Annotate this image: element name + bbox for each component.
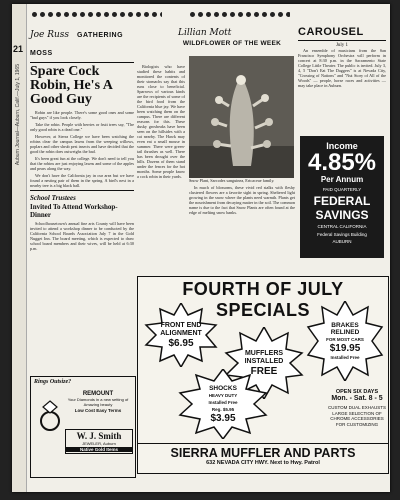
brakes-line3: FOR MOST CARS xyxy=(326,336,364,342)
bank-name-line1: FEDERAL xyxy=(313,194,371,208)
gathering-moss-column xyxy=(30,24,134,253)
remount-label: REMOUNT xyxy=(82,391,114,397)
remount-box xyxy=(65,391,131,413)
income-label: Income xyxy=(326,141,358,151)
federal-savings-ad xyxy=(300,136,384,258)
divider xyxy=(298,40,386,41)
ring-question: Rings Outsize? xyxy=(34,379,72,385)
mufflers-line1: MUFFLERS xyxy=(244,349,284,357)
wildflower-header xyxy=(170,28,294,47)
carousel-date: July 1 xyxy=(335,43,349,48)
paragraph: However, at Sierra College we have been watching the robins clear the campus lawns from the weeping willows, poplars and other shrub pest insects and have decided that the good the robin does outweighs the bad. xyxy=(30,134,134,154)
brakes-line2: RELINED xyxy=(330,328,360,336)
paragraph: We don't have the California jay in our area but we have found a nesting pair of them in the spring. A bird's nest in a nearby tree is a big black ball. xyxy=(30,173,134,188)
paragraph: Schoolhousetown's annual fine arts County will have been invited to attend a workshop dinner to be conducted by the California School Boards Association July 7 in the Gold Nugget Inn. The board meeting, which is expected to draw school board members and their wives, will be held at 6:30 p.m. xyxy=(30,221,134,251)
mufflers-line3: FREE xyxy=(250,365,278,377)
per-annum: Per Annum xyxy=(320,175,364,184)
shocks-line1: SHOCKS xyxy=(209,384,237,392)
paragraph: Biologists who have studied these habits and monitored the contents of their stomachs say that this runs close to beneficial. Sparrows of various kinds are the recipients of some of the bird food from the California blue jay. We have been watching them on the campus. There are different reasons for this. These dusky grosbeaks have been seen on the hillsides with a cat nearby. The Hawk may even eat a small mouse in summer. There were green-tail thrushes as well. There has been drought over the hills. Dozens of them stand under the fences for the hot months. Some people know a cock robin in their yards. xyxy=(137,64,185,179)
store-hours xyxy=(328,389,386,427)
carousel-body xyxy=(298,48,386,88)
business-address: 632 NEVADA CITY HWY. Next to Hwy. Patrol xyxy=(206,460,320,466)
bank-name-line2: SAVINGS xyxy=(315,208,369,222)
shocks-note: Installed Free xyxy=(208,399,238,405)
custom-services: CUSTOM DUAL EXHAUSTS LARGE SELECTION OF CHROME ACCESSORIES FOR CUSTOMIZING xyxy=(328,405,387,427)
shocks-line2: HEAVY DUTY xyxy=(208,392,238,398)
column-name: GATHERING MOSS xyxy=(30,32,124,57)
paragraph: Robin are like people. There's some good ones and some "bad guys" if you look closely. xyxy=(30,110,134,120)
shocks-burst xyxy=(178,369,268,439)
remount-text: Your Diamonds in a new setting of Amazing beauty xyxy=(67,397,129,407)
wildflower-title: WILDFLOWER OF THE WEEK xyxy=(182,40,282,47)
column-continuation xyxy=(137,64,185,181)
shocks-reg: Reg. $5.95 xyxy=(211,406,235,412)
bank-city: AUBURN xyxy=(332,239,352,244)
ad-title: FOURTH OF JULY SPECIALS xyxy=(182,279,344,320)
carousel-column xyxy=(298,26,386,90)
front-end-burst xyxy=(144,303,218,367)
school-headline: Invited To Attend Workshop-Dinner xyxy=(30,203,118,219)
business-name: SIERRA MUFFLER AND PARTS xyxy=(138,443,388,460)
divider xyxy=(30,190,134,191)
caption-title: Snow Plant, Sarcodes sanguinea, Ericaceae family. xyxy=(189,178,275,183)
muffler-ad xyxy=(137,276,389,474)
paragraph: Take the robin. People with berries or fruit trees say, "The only good robin is a dead one." xyxy=(30,122,134,132)
store-tag: Native Gold Items xyxy=(66,447,132,452)
caption-body: In much of blossoms, these vivid red stalks with fleshy clustered flowers are a favorite sight in spring. Sheltered light growing in the snow where the plants need warmth. Plants get the nourishment from decaying matter in the soil. The common name is due to the fact that Snow Plants are often found at the edge of melting snow banks. xyxy=(189,185,295,215)
jeweler-ad xyxy=(30,376,136,478)
snow-plant-illustration xyxy=(189,56,294,178)
remount-terms: Low Cost Easy Terms xyxy=(74,408,122,413)
shocks-price: $3.95 xyxy=(210,412,236,424)
brakes-price: $19.95 xyxy=(329,342,361,354)
front-end-line2: ALIGNMENT xyxy=(160,329,202,337)
open-days: OPEN SIX DAYS xyxy=(335,389,379,395)
wildflower-byline: Lillian Mott xyxy=(178,28,232,38)
continuation-body xyxy=(137,64,185,179)
front-end-price: $6.95 xyxy=(168,337,194,349)
bank-region: CENTRAL CALIFORNIA xyxy=(317,224,367,229)
brakes-line1: BRAKES xyxy=(331,321,359,329)
brakes-burst xyxy=(306,301,384,381)
wildflower-caption xyxy=(189,178,295,217)
article-body xyxy=(30,110,134,188)
interest-rate: 4.85% xyxy=(307,149,377,176)
dot-border-left xyxy=(32,12,162,18)
jeweler-store xyxy=(65,429,133,454)
paid-quarterly: PAID QUARTERLY xyxy=(322,187,362,192)
snow-plant-photo xyxy=(189,56,294,178)
store-subtitle: JEWELER, Auburn xyxy=(82,441,116,446)
store-name: W. J. Smith xyxy=(76,431,122,441)
newspaper-page xyxy=(12,4,390,492)
running-head: Auburn Journal—Auburn, Calif.—July 1, 1965 xyxy=(15,64,21,166)
dot-border-right xyxy=(190,12,290,18)
school-article-body xyxy=(30,221,134,251)
page-gutter xyxy=(12,4,27,492)
paragraph: It's been great fun at the college. We don't need to tell you that the robins are just enjoying lawns and some of the apples and pears along the way. xyxy=(30,156,134,171)
column-byline: Joe Russ xyxy=(30,30,70,40)
divider xyxy=(30,62,134,63)
page-number: 21 xyxy=(13,44,24,54)
front-end-line1: FRONT END xyxy=(160,321,202,329)
school-subhead: School Trustees xyxy=(30,194,76,202)
article-headline: Spare Cock Robin, He's A Good Guy xyxy=(30,64,113,107)
brakes-note: Installed Free xyxy=(330,354,360,360)
paragraph: An ensemble of musicians from the San Francisco Symphony Orchestra will perform in concert at 8:30 p.m. in the Sacramento State College Little Theater. The public is invited. July 3, 4, 5 "Don't Eat The Daggers" is at Nevada City, "Crossing of Nations" and "Nut Story of All of the Woods" — people, horse races and activities — may take place in Auburn. xyxy=(298,48,386,88)
bank-building: Federal Savings Building xyxy=(317,232,367,237)
open-hours: Mon. - Sat. 8 - 5 xyxy=(331,395,383,402)
carousel-title: CAROUSEL xyxy=(298,26,364,38)
mufflers-line2: INSTALLED xyxy=(244,357,284,365)
ring-icon xyxy=(37,399,63,433)
